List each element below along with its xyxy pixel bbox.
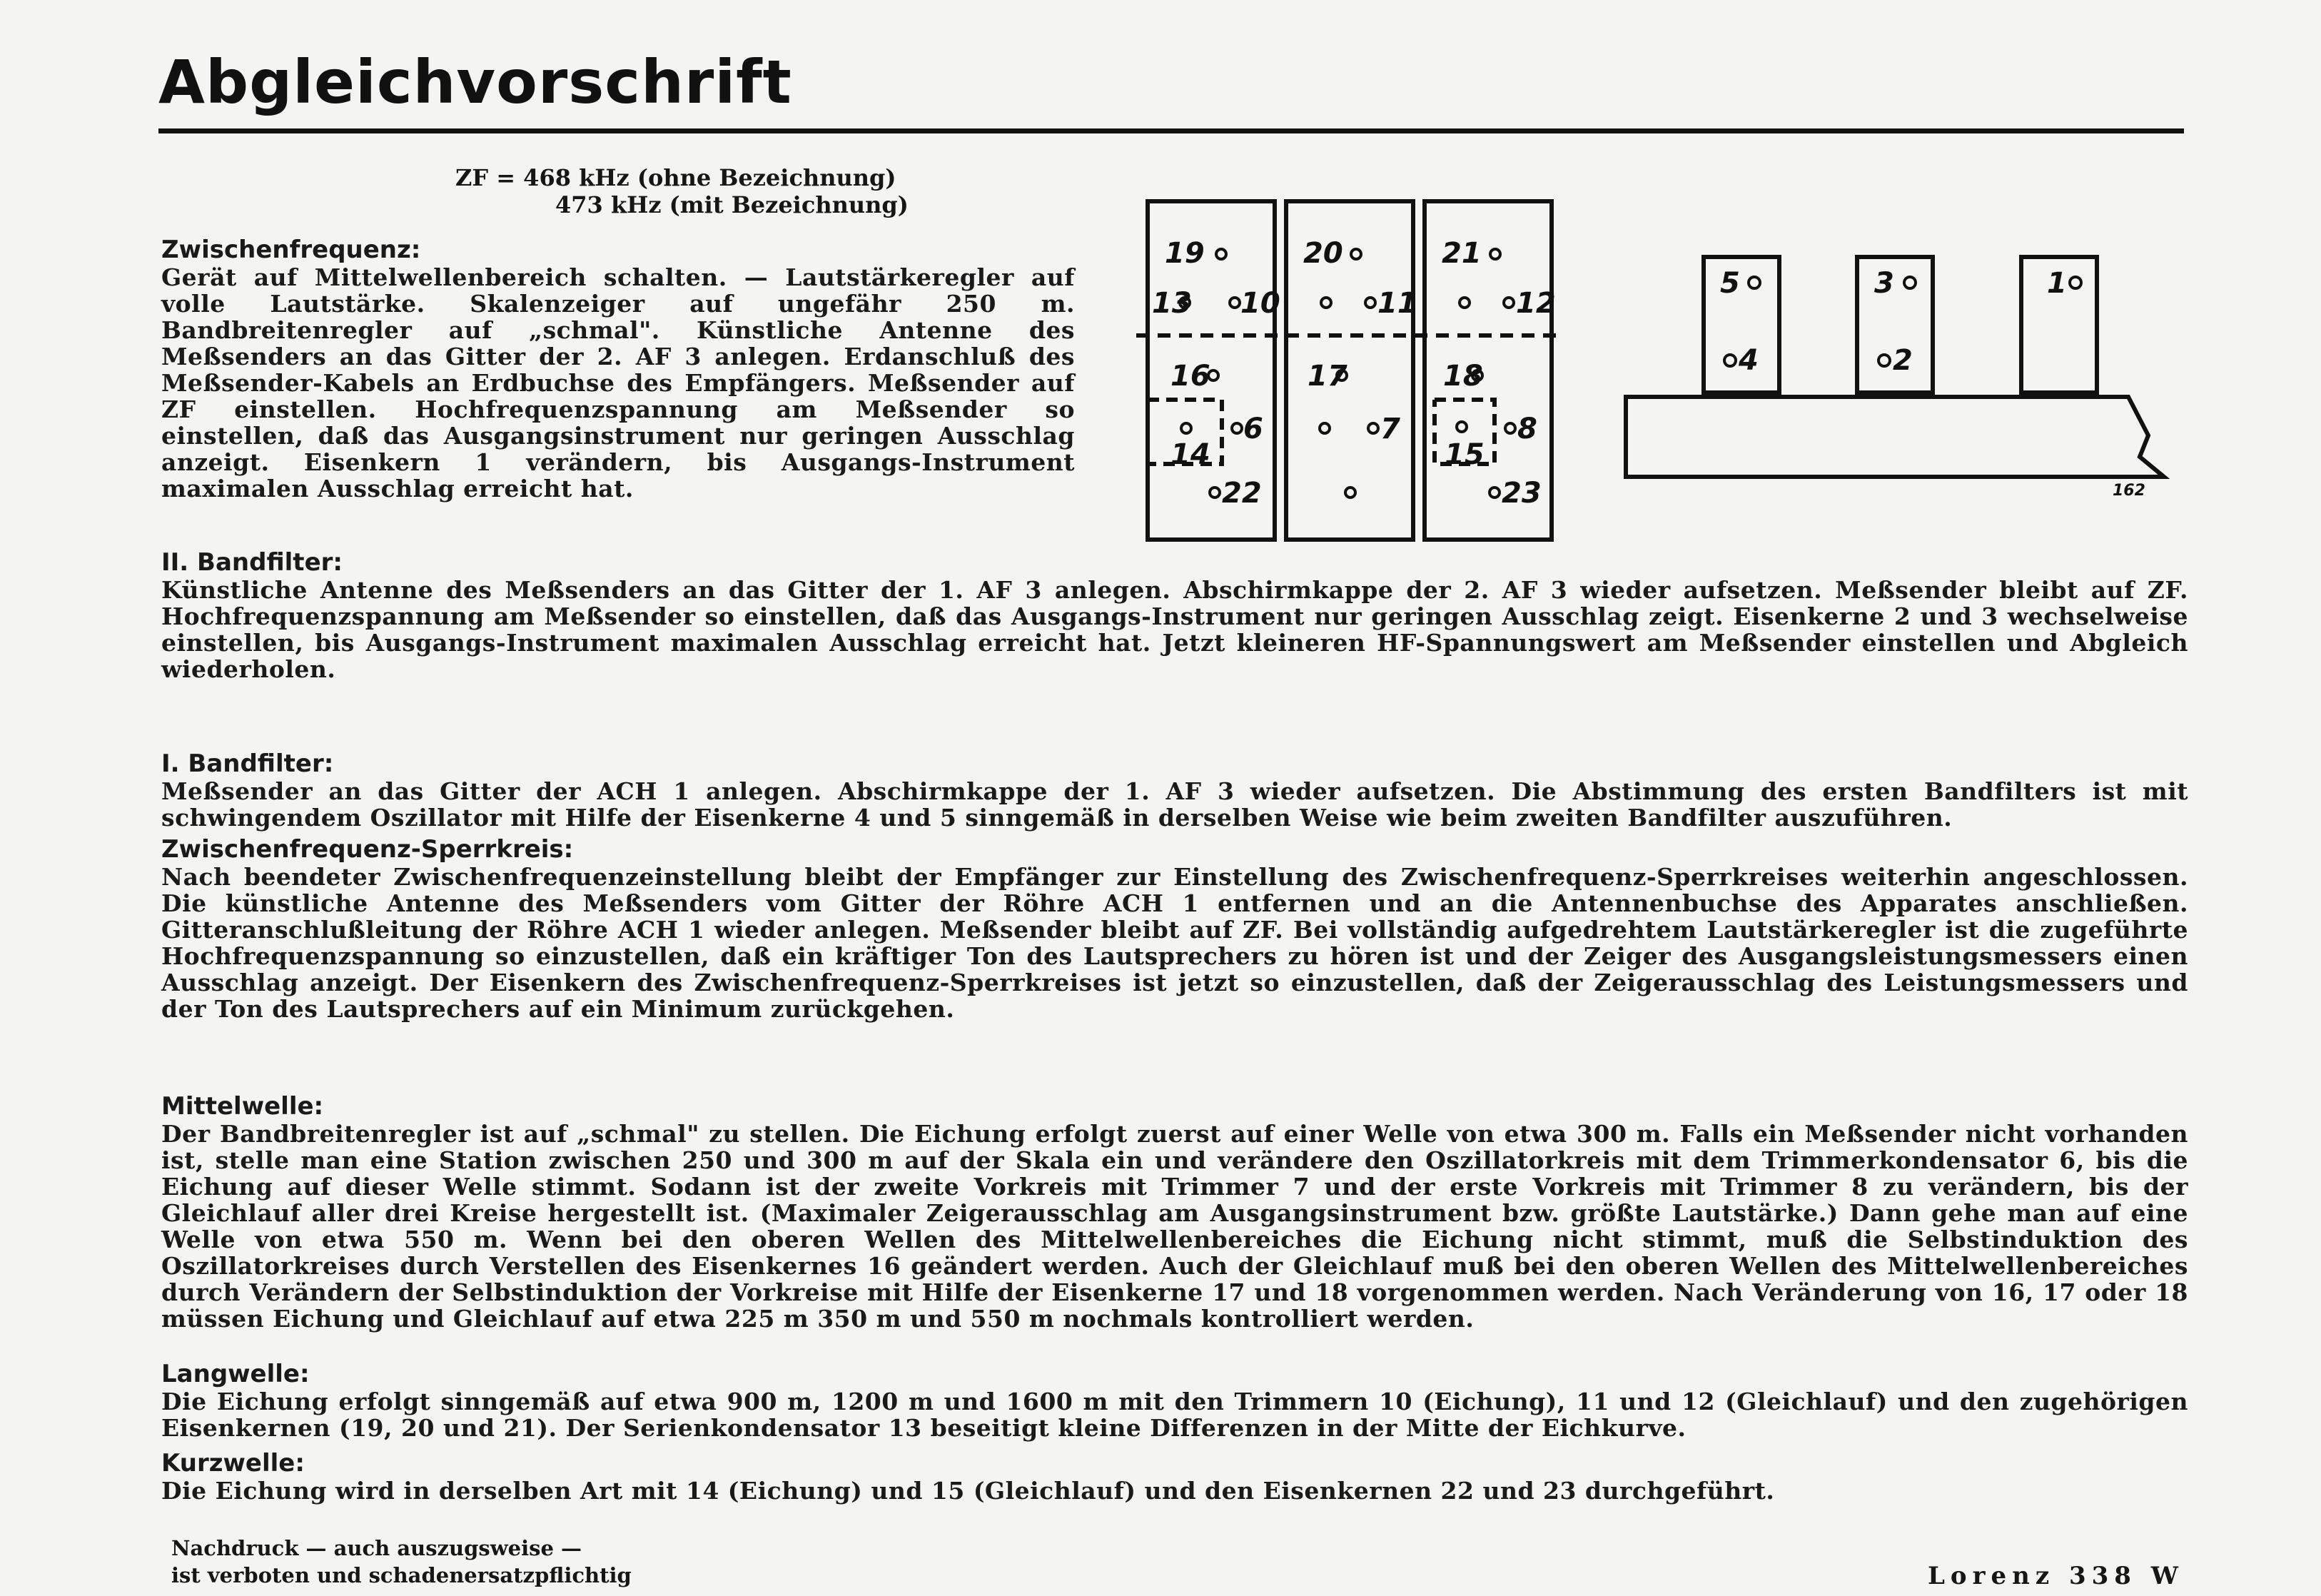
label-16: 16 [1170,360,1210,393]
label-23: 23 [1502,477,1542,510]
zf-line-1: ZF = 468 kHz (ohne Bezeichnung) [455,164,896,191]
screw-1 [2070,277,2081,288]
label-7: 7 [1380,413,1400,445]
label-6: 6 [1243,413,1263,445]
label-20: 20 [1303,237,1343,270]
screw-11 [1365,298,1375,308]
footer-model: Lorenz 338 W [1928,1562,2184,1590]
section-heading: I. Bandfilter: [161,749,334,778]
screw-23 [1490,488,1500,498]
screw-3 [1904,277,1916,288]
label-18: 18 [1443,360,1483,393]
label-15: 15 [1445,438,1485,471]
screw-22 [1210,488,1220,498]
section-heading: Mittelwelle: [161,1092,324,1121]
label-1: 1 [2047,267,2067,300]
screw-17-lower [1320,423,1330,433]
label-14: 14 [1170,438,1210,471]
screw-10 [1230,298,1240,308]
section-text: Die Eichung wird in derselben Art mit 14 (Eichung) und 15 (Gleichlauf) und den Eisenkernen 22 und 23 durchgeführt. [161,1477,1775,1505]
section-text: Nach beendeter Zwischenfrequenzeinstellung bleibt der Empfänger zur Einstellung des Zwischenfrequenz-Sperrkreises weiterhin angeschlossen. Die künstliche Antenne des Meßsenders vom Gitter der Röhre ACH 1 entfernen und an die Antennenbuchse des Apparates anschließen. Gitteranschlußleitung der Röhre ACH 1 wieder anlegen. Meßsender bleibt auf ZF. Bei vollständig aufgedrehtem Lautstärkeregler ist die zugeführte Hochfrequenzspannung so einzustellen, daß ein kräftiger Ton des Lautsprechers zu hören ist und der Zeiger des Ausgangsleistungsmessers einen Ausschlag anzeigt. Der Eisenkern des Zwischenfrequenz-Sperrkreises ist jetzt so einzustellen, daß der Zeigerausschlag des Leistungsmessers und der Ton des Lautsprechers auf ein Minimum zurückgehen. [161,863,2188,1023]
section-text: Die Eichung erfolgt sinngemäß auf etwa 900 m, 1200 m und 1600 m mit den Trimmern 10 (Eichung), 11 und 12 (Gleichlauf) und den zugehörigen Eisenkernen (19, 20 und 21). Der Serienkondensator 13 beseitigt kleine Differenzen in der Mitte der Eichkurve. [161,1388,2188,1442]
section-text: Der Bandbreitenregler ist auf „schmal" zu stellen. Die Eichung erfolgt zuerst auf einer Welle von etwa 300 m. Falls ein Meßsender nicht vorhanden ist, stelle man eine Station zwischen 250 und 300 m auf der Skala ein und verändere den Oszillatorkreis mit dem Trimmerkondensator 6, bis die Eichung auf dieser Welle stimmt. Sodann ist der zweite Vorkreis mit Trimmer 7 und der erste Vorkreis mit Trimmer 8 zu verändern, bis der Gleichlauf aller drei Kreise hergestellt ist. (Maximaler Zeigerausschlag am Ausgangsinstrument bzw. größte Lautstärke.) Dann gehe man auf eine Welle von etwa 550 m. Wenn bei den oberen Wellen des Mittelwellenbereiches die Eichung nicht stimmt, muß die Selbstinduktion des Oszillatorkreises durch Verstellen des Eisenkernes 16 geändert werden. Auch der Gleichlauf muß bei den oberen Wellen des Mittelwellenbereiches durch Verändern der Selbstinduktion der Vorkreise mit Hilfe der Eisenkerne 17 und 18 vorgenommen werden. Nach Veränderung von 16, 17 oder 18 müssen Eichung und Gleichlauf auf etwa 225 m 350 m und 550 m nochmals kontrolliert werden. [161,1120,2188,1333]
chassis-outline [1626,397,2164,477]
section-heading: II. Bandfilter: [161,548,343,577]
label-17: 17 [1308,360,1347,393]
label-13: 13 [1152,287,1192,320]
zf-line-2: 473 kHz (mit Bezeichnung) [555,191,909,218]
screw-4 [1724,355,1736,366]
label-22: 22 [1222,477,1262,510]
label-8: 8 [1517,413,1537,445]
screw-6 [1232,423,1242,433]
section-heading: Kurzwelle: [161,1449,305,1478]
label-19: 19 [1165,237,1205,270]
label-4: 4 [1739,344,1759,377]
screw-15 [1457,422,1467,432]
screw-2 [1878,355,1890,366]
footer-line-2: ist verboten und schadenersatzpflichtig [171,1563,632,1587]
label-11: 11 [1377,287,1417,320]
screw-7 [1368,423,1378,433]
label-10: 10 [1240,287,1280,320]
label-12: 12 [1516,287,1556,320]
section-text: Meßsender an das Gitter der ACH 1 anlegen. Abschirmkappe der 1. AF 3 wieder aufsetzen. Die Abstimmung des ersten Bandfilters ist mit schwingendem Oszillator mit Hilfe der Eisenkerne 4 und 5 sinngemäß in derselben Weise wie beim zweiten Bandfilter auszuführen. [161,777,2188,832]
screw-20-lower [1321,298,1331,308]
section-heading: Langwelle: [161,1360,310,1388]
label-5: 5 [1720,267,1740,300]
page-title: Abgleichvorschrift [158,47,792,117]
screw-14 [1181,423,1191,433]
figure-number: 162 [2113,482,2145,500]
screw-bottom-middle [1345,488,1355,498]
screw-8 [1505,423,1515,433]
section-text: Gerät auf Mittelwellenbereich schalten. — Lautstärkeregler auf volle Lautstärke. Skalenzeiger auf ungefähr 250 m. Bandbreitenregler auf „schmal". Künstliche Antenne des Meßsenders an das Gitter der 2. AF 3 anlegen. Erdanschluß des Meßsender-Kabels an Erdbuchse des Empfängers. Meßsender auf ZF einstellen. Hochfrequenzspannung am Meßsender so einstellen, daß das Ausgangsinstrument nur geringen Ausschlag anzeigt. Eisenkern 1 verändern, bis Ausgangs-Instrument maximalen Ausschlag erreicht hat. [161,263,1075,502]
section-heading: Zwischenfrequenz: [161,236,421,264]
screw-20 [1351,249,1361,259]
label-21: 21 [1442,237,1482,270]
footer-line-1: Nachdruck — auch auszugsweise — [171,1536,582,1560]
label-3: 3 [1874,267,1894,300]
screw-21 [1490,249,1500,259]
section-text: Künstliche Antenne des Meßsenders an das Gitter der 1. AF 3 anlegen. Abschirmkappe der 2. AF 3 wieder aufsetzen. Meßsender bleibt auf ZF. Hochfrequenzspannung am Meßsender so einstellen, daß das Ausgangs-Instrument nur geringen Ausschlag zeigt. Eisenkerne 2 und 3 wechselweise einstellen, bis Ausgangs-Instrument maximalen Ausschlag erreicht hat. Jetzt kleineren HF-Spannungswert am Meßsender einstellen und Abgleich wiederholen. [161,576,2188,683]
screw-19 [1216,249,1226,259]
screw-12 [1504,298,1514,308]
screw-21-lower [1460,298,1470,308]
label-2: 2 [1893,344,1913,377]
screw-5 [1749,277,1760,288]
footer-copyright [171,1535,632,1589]
section-heading: Zwischenfrequenz-Sperrkreis: [161,835,574,864]
